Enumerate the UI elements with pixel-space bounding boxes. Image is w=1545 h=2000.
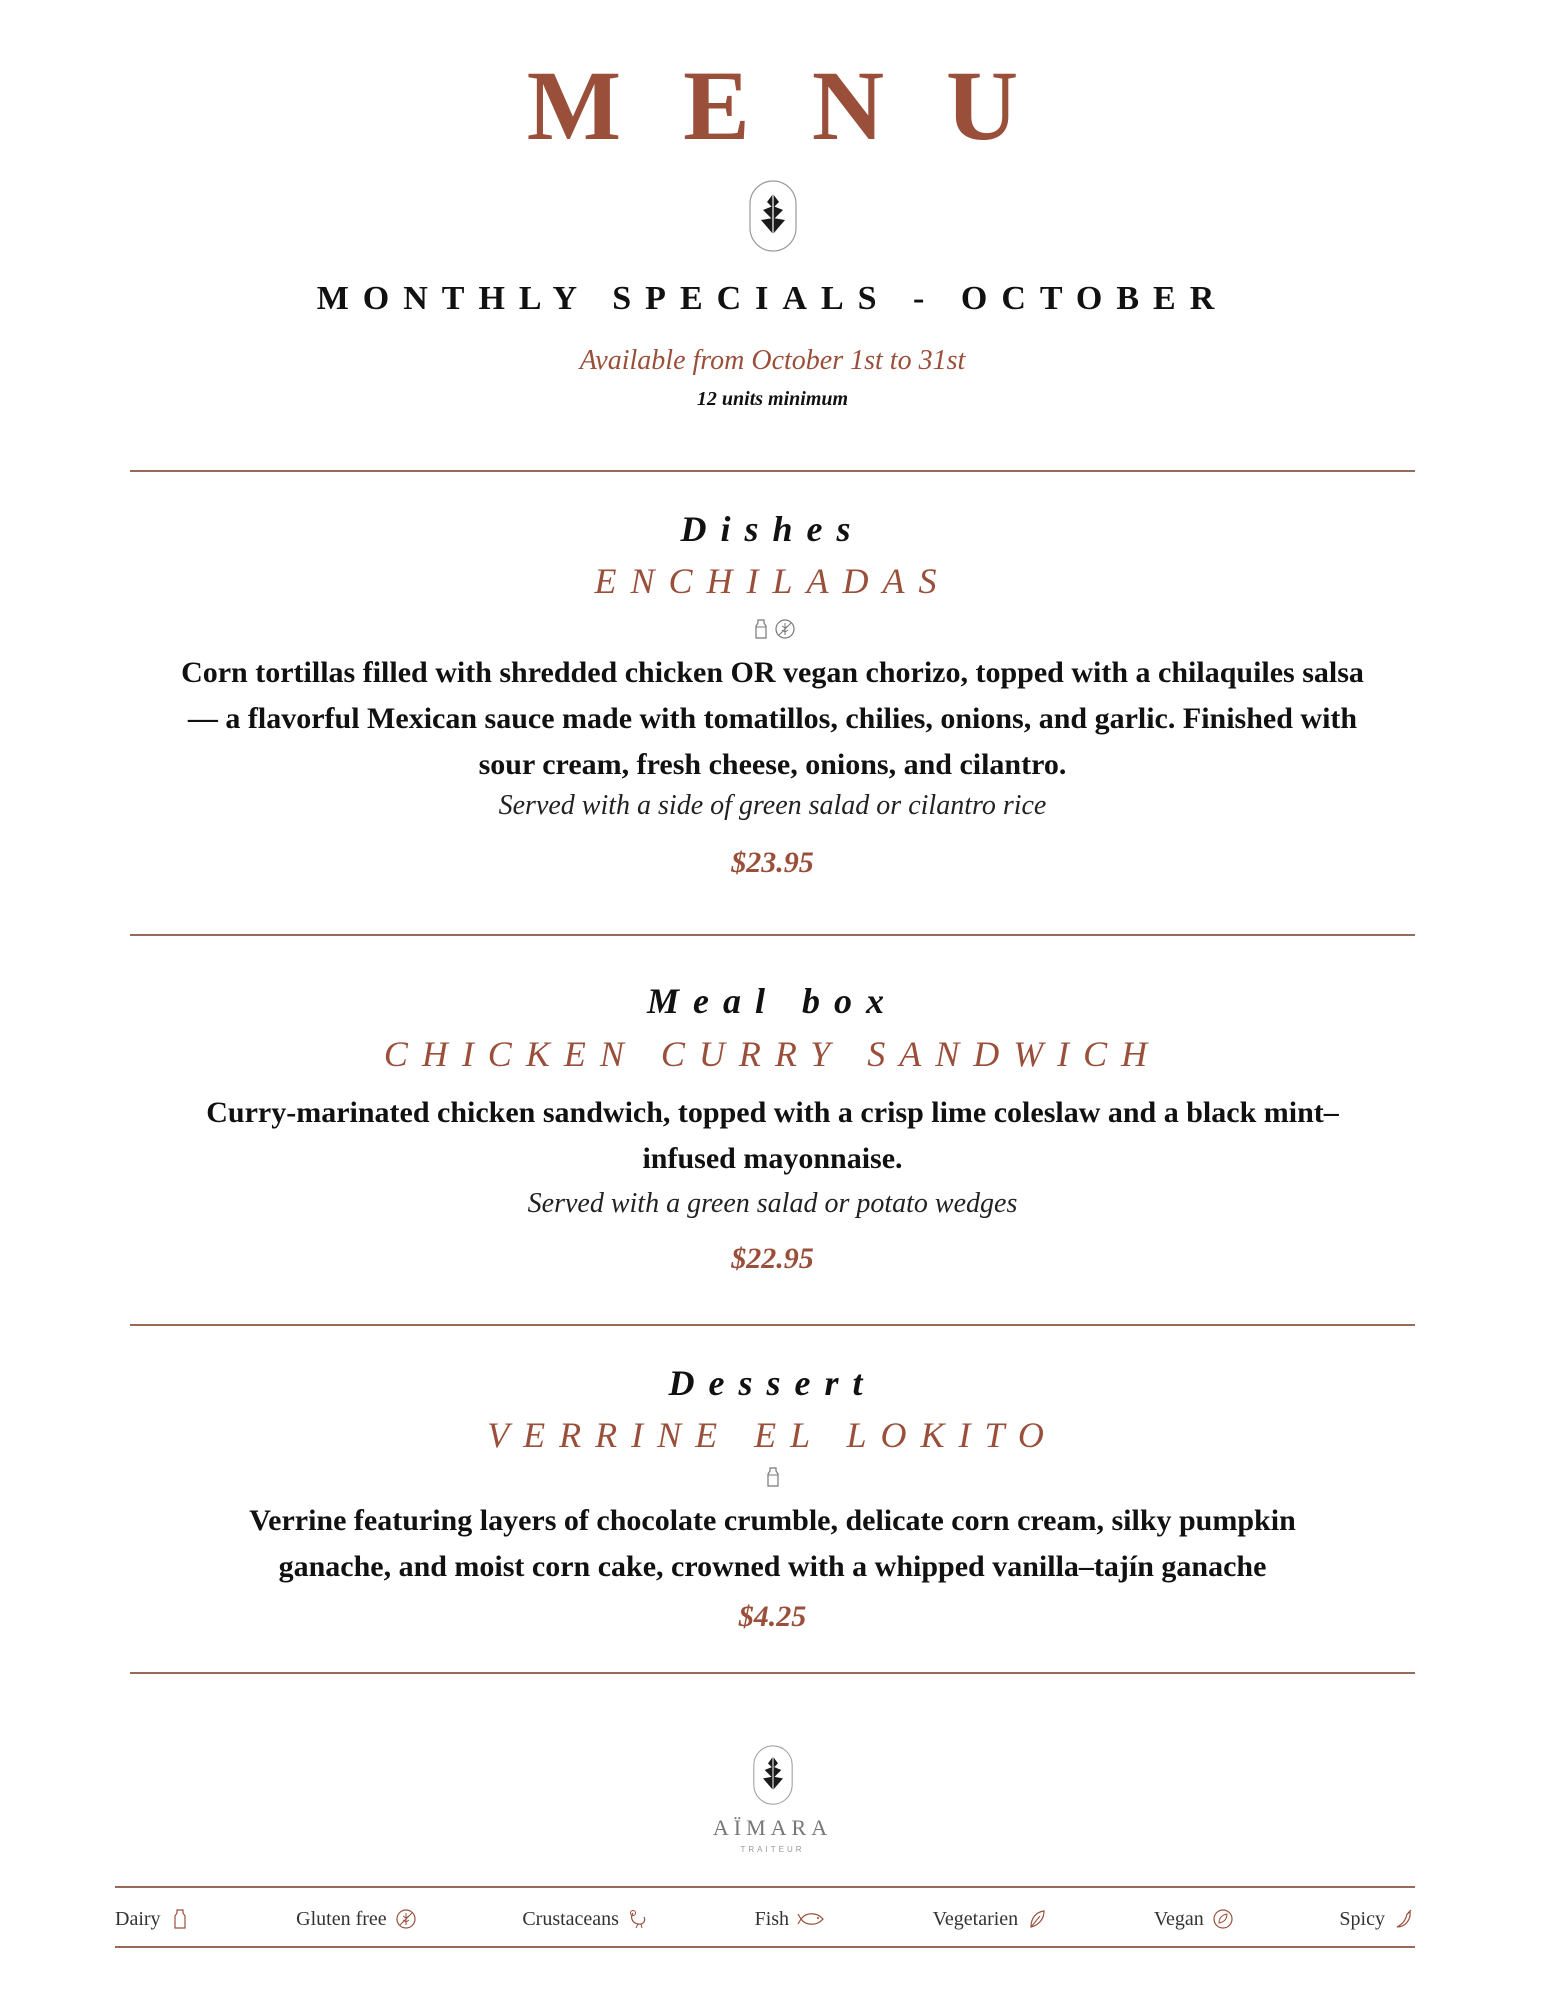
dish-name-enchiladas: ENCHILADAS [594,561,951,601]
leaf-icon [1026,1908,1048,1930]
served-with-text: Served with a green salad or potato wedges [527,1188,1018,1219]
dish-description: Curry-marinated chicken sandwich, topped with a crisp lime coleslaw and a black mint–infused mayonnaise. [206,1096,1339,1175]
allergen-legend [115,1895,1415,1943]
dairy-icon [750,618,772,640]
legend-vegetarien [933,1908,1049,1931]
legend-label: Vegetarien [932,1907,1019,1930]
allergen-icons [0,618,1545,640]
wheat-logo-icon [753,1745,793,1805]
crustacean-icon [627,1908,649,1930]
wheat-logo-icon [749,180,797,252]
legend-label: Vegan [1153,1907,1204,1930]
legend-vegan [1154,1908,1234,1931]
allergen-icons [0,1466,1545,1488]
dish-price: $23.95 [731,846,814,879]
vegan-icon [1212,1908,1234,1930]
served-with-text: Served with a side of green salad or cilantro rice [498,790,1047,821]
brand-name: AÏMARA [712,1815,833,1840]
legend-spicy [1339,1908,1415,1931]
divider [130,1324,1415,1326]
monthly-specials-heading: MONTHLY SPECIALS - OCTOBER [316,280,1229,317]
category-dessert: Dessert [668,1363,877,1403]
dish-description: Corn tortillas filled with shredded chicken OR vegan chorizo, topped with a chilaquiles salsa — a flavorful Mexican sauce made with tomatillos, chilies, onions, and garlic. Finished with sour cream, fresh cheese, onions, and cilantro. [181,656,1364,781]
legend-gluten-free [296,1908,417,1931]
legend-label: Dairy [115,1907,161,1930]
availability-text: Available from October 1st to 31st [579,345,966,376]
gluten-free-icon [395,1908,417,1930]
legend-fish [755,1908,827,1931]
gluten-free-icon [774,618,796,640]
dish-price: $22.95 [731,1242,814,1275]
dish-name-verrine-el-lokito: VERRINE EL LOKITO [487,1415,1058,1455]
dish-description: Verrine featuring layers of chocolate crumble, delicate corn cream, silky pumpkin ganache, and moist corn cake, crowned with a whipped vanilla–tajín ganache [249,1504,1296,1583]
fish-icon [797,1908,827,1930]
divider [115,1886,1415,1888]
brand-tagline: TRAITEUR [740,1845,805,1854]
legend-label: Gluten free [296,1907,387,1930]
divider [130,470,1415,472]
dish-name-chicken-curry-sandwich: CHICKEN CURRY SANDWICH [383,1034,1162,1074]
divider [115,1946,1415,1948]
category-dishes: Dishes [680,509,865,549]
chili-icon [1393,1908,1415,1930]
divider [130,1672,1415,1674]
dairy-icon [762,1466,784,1488]
category-meal-box: Meal box [647,981,898,1021]
legend-dairy [115,1908,191,1931]
legend-crustaceans [522,1908,649,1931]
dairy-icon [169,1908,191,1930]
legend-label: Fish [754,1907,790,1930]
dish-price: $4.25 [738,1600,807,1633]
minimum-units-text: 12 units minimum [696,388,849,410]
menu-title: MENU [526,50,1081,161]
divider [130,934,1415,936]
legend-label: Crustaceans [522,1907,619,1930]
legend-label: Spicy [1339,1907,1385,1930]
